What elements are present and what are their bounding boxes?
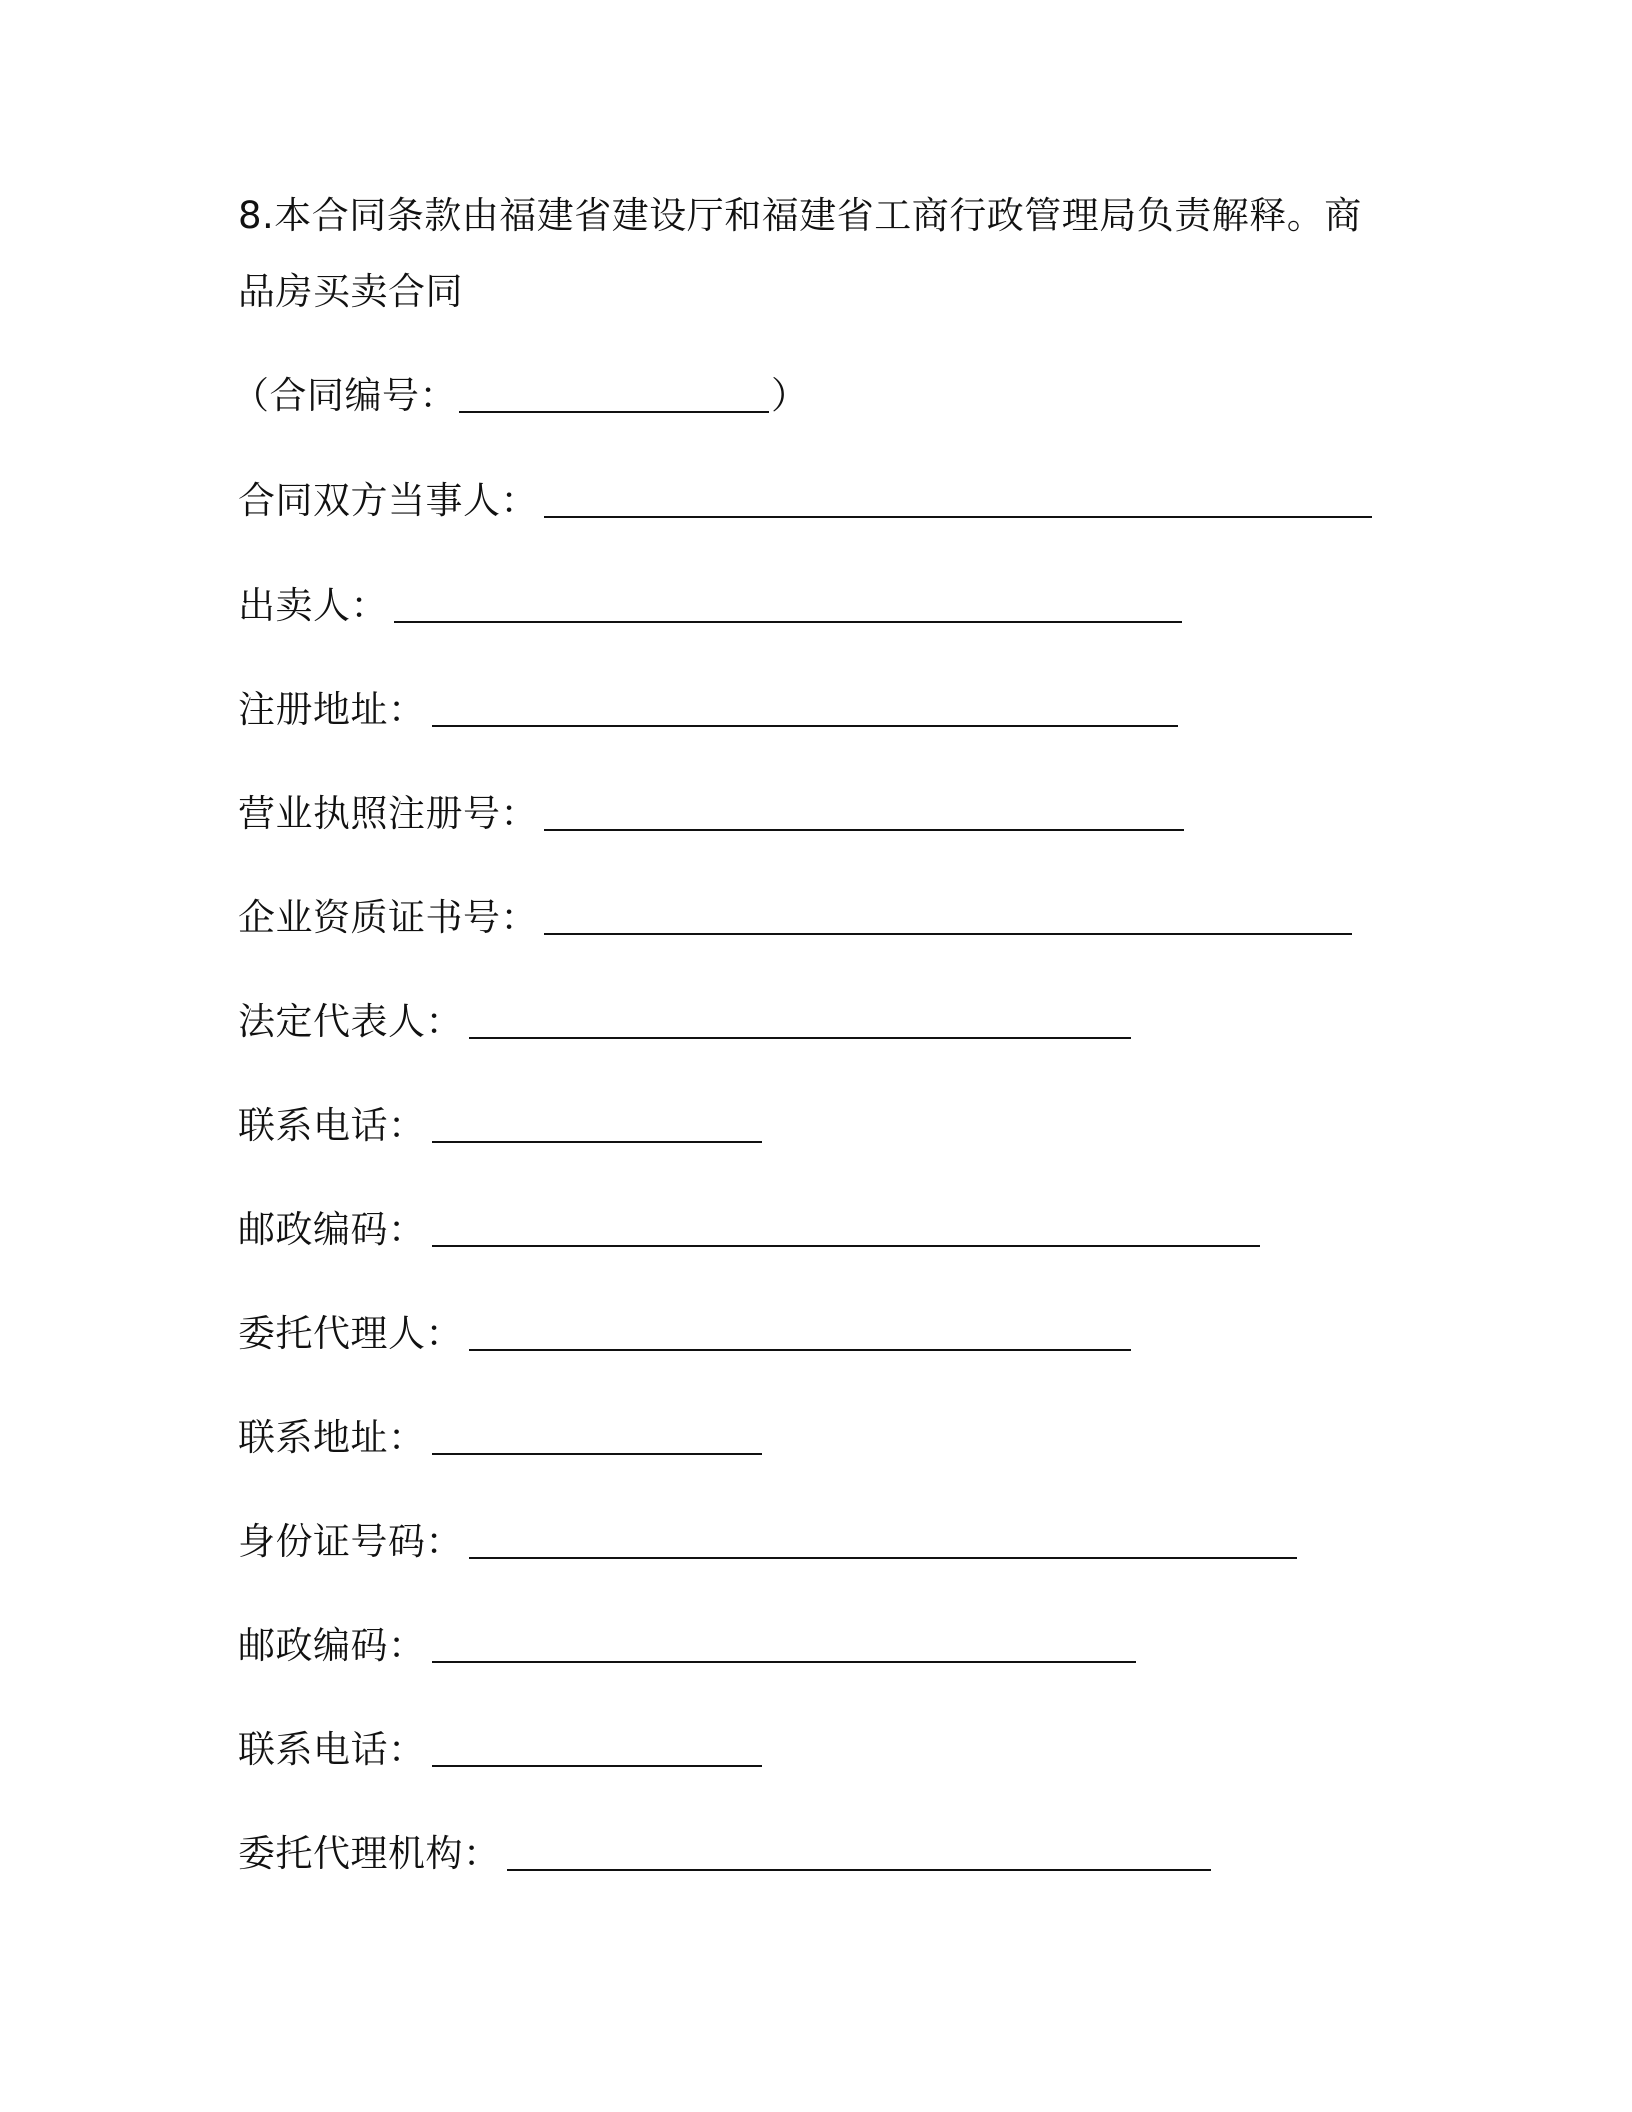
field-blank[interactable] <box>507 1839 1211 1871</box>
field-blank[interactable] <box>544 903 1352 935</box>
contract-number-line <box>232 372 809 420</box>
field-blank[interactable] <box>432 695 1178 727</box>
field-label: 委托代理人： <box>238 1312 463 1355</box>
field-legal-representative <box>238 998 1131 1046</box>
field-blank[interactable] <box>432 1735 762 1767</box>
field-agent-postcode <box>238 1622 1136 1670</box>
field-agency <box>238 1830 1211 1878</box>
field-label: 联系电话： <box>238 1728 426 1771</box>
field-blank[interactable] <box>432 1215 1260 1247</box>
field-label: 身份证号码： <box>238 1520 463 1563</box>
field-label: 法定代表人： <box>238 1000 463 1043</box>
clause-8-text: 8.本合同条款由福建省建设厅和福建省工商行政管理局负责解释。商 <box>238 194 1362 237</box>
field-blank[interactable] <box>469 1319 1131 1351</box>
field-registered-address <box>238 686 1178 734</box>
contract-number-blank[interactable] <box>459 381 769 413</box>
field-label: 邮政编码： <box>238 1208 426 1251</box>
field-agent-phone <box>238 1726 762 1774</box>
field-label: 委托代理机构： <box>238 1832 501 1875</box>
contract-number-close: ） <box>771 374 809 417</box>
field-label: 营业执照注册号： <box>238 792 538 835</box>
field-blank[interactable] <box>394 591 1182 623</box>
field-blank[interactable] <box>469 1527 1297 1559</box>
field-label: 联系地址： <box>238 1416 426 1459</box>
field-seller-postcode <box>238 1206 1260 1254</box>
field-agent <box>238 1310 1131 1358</box>
field-label: 联系电话： <box>238 1104 426 1147</box>
field-agent-id-number <box>238 1518 1297 1566</box>
contract-title: 品房买卖合同 <box>238 270 463 313</box>
field-qualification-cert-no <box>238 894 1352 942</box>
field-blank[interactable] <box>544 486 1372 518</box>
field-agent-address <box>238 1414 762 1462</box>
field-parties <box>238 477 1372 525</box>
field-blank[interactable] <box>544 799 1184 831</box>
field-label: 邮政编码： <box>238 1624 426 1667</box>
contract-number-label: （合同编号： <box>232 374 457 417</box>
field-seller <box>238 582 1182 630</box>
field-blank[interactable] <box>432 1423 762 1455</box>
field-blank[interactable] <box>469 1007 1131 1039</box>
field-label: 注册地址： <box>238 688 426 731</box>
field-blank[interactable] <box>432 1111 762 1143</box>
field-business-license-no <box>238 790 1184 838</box>
field-blank[interactable] <box>432 1631 1136 1663</box>
field-label: 出卖人： <box>238 584 388 627</box>
field-seller-phone <box>238 1102 762 1150</box>
field-label: 合同双方当事人： <box>238 479 538 522</box>
field-label: 企业资质证书号： <box>238 896 538 939</box>
